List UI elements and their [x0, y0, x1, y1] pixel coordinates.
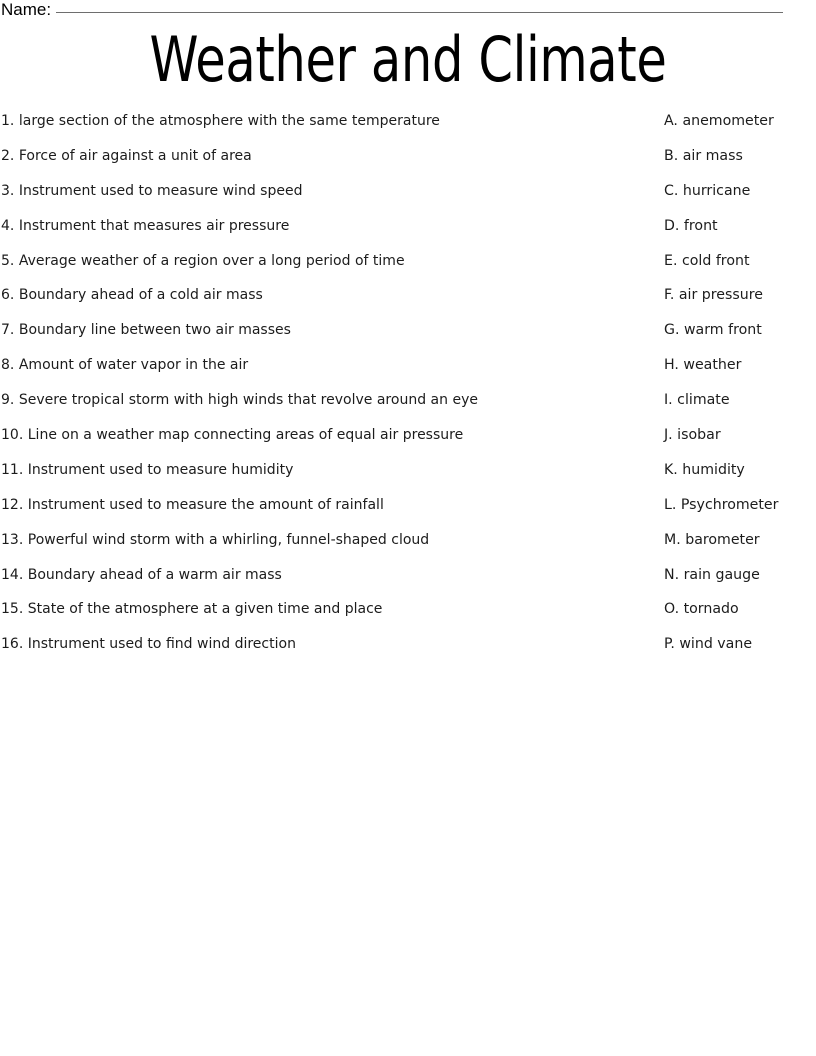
definition-text: Severe tropical storm with high winds that revolve around an eye	[18, 391, 479, 409]
answer-bank-term: climate	[677, 391, 730, 409]
page-title: Weather and Climate	[149, 23, 667, 96]
definition-text: large section of the atmosphere with the same temperature	[18, 112, 440, 129]
answer-bank-letter: A.	[664, 112, 678, 129]
answer-bank-letter: F.	[664, 286, 675, 304]
definitions-column	[1, 112, 641, 670]
definition-number: 7.	[1, 321, 15, 339]
definition-row[interactable]	[1, 112, 641, 147]
name-write-in-line[interactable]	[56, 12, 783, 13]
definition-number: 2.	[1, 146, 15, 164]
answer-bank-letter: I.	[664, 391, 673, 409]
definition-row[interactable]	[1, 426, 641, 461]
answer-bank-letter: D.	[664, 216, 680, 234]
definition-number: 8.	[1, 356, 15, 374]
definition-text: Line on a weather map connecting areas of equal air pressure	[27, 426, 464, 444]
answer-bank-term: air pressure	[678, 286, 763, 304]
definition-text: State of the atmosphere at a given time and place	[27, 600, 383, 618]
answer-bank-item[interactable]	[664, 147, 816, 182]
name-label: Name:	[1, 0, 52, 19]
answer-bank-item[interactable]	[664, 321, 816, 356]
definition-row[interactable]	[1, 356, 641, 391]
definition-row[interactable]	[1, 147, 641, 182]
definition-row[interactable]	[1, 635, 641, 670]
answer-bank-item[interactable]	[664, 391, 816, 426]
definition-number: 4.	[1, 216, 15, 234]
answer-bank-item[interactable]	[664, 217, 816, 252]
answer-bank-letter: E.	[664, 251, 678, 269]
answer-bank-item[interactable]	[664, 461, 816, 496]
answer-bank-item[interactable]	[664, 182, 816, 217]
definition-text: Average weather of a region over a long period of time	[18, 251, 405, 269]
answer-bank-item[interactable]	[664, 356, 816, 391]
definition-text: Instrument used to measure the amount of rainfall	[27, 495, 384, 513]
definition-text: Instrument that measures air pressure	[18, 216, 290, 234]
definition-text: Boundary ahead of a cold air mass	[18, 286, 263, 304]
definition-text: Boundary ahead of a warm air mass	[27, 565, 282, 583]
definition-row[interactable]	[1, 252, 641, 287]
answer-bank-term: air mass	[682, 146, 743, 164]
answer-bank-term: humidity	[682, 460, 745, 478]
answer-bank-item[interactable]	[664, 531, 816, 566]
definition-number: 10.	[1, 426, 24, 444]
answer-bank-term: barometer	[685, 530, 760, 548]
definition-text: Instrument used to find wind direction	[27, 635, 296, 653]
answer-bank-letter: B.	[664, 146, 679, 164]
definition-text: Force of air against a unit of area	[18, 146, 252, 164]
definition-row[interactable]	[1, 217, 641, 252]
definition-row[interactable]	[1, 566, 641, 601]
answer-bank-term: isobar	[677, 426, 721, 444]
definition-text: Instrument used to measure wind speed	[18, 181, 303, 199]
definition-text: Amount of water vapor in the air	[18, 356, 249, 374]
definition-number: 14.	[1, 565, 24, 583]
definition-number: 15.	[1, 600, 24, 618]
answer-bank-letter: K.	[664, 460, 678, 478]
definition-row[interactable]	[1, 391, 641, 426]
definition-row[interactable]	[1, 600, 641, 635]
definition-number: 11.	[1, 460, 24, 478]
answer-bank-letter: C.	[664, 181, 679, 199]
answer-bank-item[interactable]	[664, 635, 816, 670]
answer-bank-item[interactable]	[664, 600, 816, 635]
answer-bank-term: weather	[683, 356, 742, 374]
answer-bank-term: hurricane	[682, 181, 751, 199]
answer-bank-letter: L.	[664, 495, 677, 513]
definition-row[interactable]	[1, 321, 641, 356]
answer-bank-term: anemometer	[682, 112, 774, 129]
answer-bank-term: cold front	[681, 251, 750, 269]
name-row	[0, 0, 816, 24]
definition-number: 6.	[1, 286, 15, 304]
definition-row[interactable]	[1, 461, 641, 496]
definition-text: Powerful wind storm with a whirling, funnel-shaped cloud	[27, 530, 430, 548]
definition-number: 13.	[1, 530, 24, 548]
definition-number: 1.	[1, 112, 15, 129]
answer-bank-term: rain gauge	[683, 565, 760, 583]
answer-bank-letter: M.	[664, 530, 681, 548]
answer-bank-term: warm front	[683, 321, 762, 339]
definition-row[interactable]	[1, 182, 641, 217]
definition-number: 9.	[1, 391, 15, 409]
answer-bank-item[interactable]	[664, 252, 816, 287]
answer-bank-letter: H.	[664, 356, 679, 374]
definition-row[interactable]	[1, 286, 641, 321]
definition-text: Boundary line between two air masses	[18, 321, 291, 339]
answer-bank-letter: J.	[664, 426, 673, 444]
definition-number: 16.	[1, 635, 24, 653]
answer-bank-term: Psychrometer	[680, 495, 779, 513]
answer-bank-letter: O.	[664, 600, 680, 618]
answer-bank-term: wind vane	[679, 635, 753, 653]
answer-bank-item[interactable]	[664, 112, 816, 147]
answer-bank-letter: G.	[664, 321, 680, 339]
definition-number: 5.	[1, 251, 15, 269]
answer-bank-item[interactable]	[664, 286, 816, 321]
answer-bank-column	[664, 112, 816, 670]
answer-bank-letter: P.	[664, 635, 675, 653]
definition-number: 3.	[1, 181, 15, 199]
definition-text: Instrument used to measure humidity	[27, 460, 294, 478]
definition-row[interactable]	[1, 531, 641, 566]
answer-bank-term: front	[683, 216, 718, 234]
answer-bank-item[interactable]	[664, 426, 816, 461]
answer-bank-item[interactable]	[664, 496, 816, 531]
definition-number: 12.	[1, 495, 24, 513]
answer-bank-term: tornado	[683, 600, 739, 618]
definition-row[interactable]	[1, 496, 641, 531]
answer-bank-item[interactable]	[664, 566, 816, 601]
answer-bank-letter: N.	[664, 565, 680, 583]
